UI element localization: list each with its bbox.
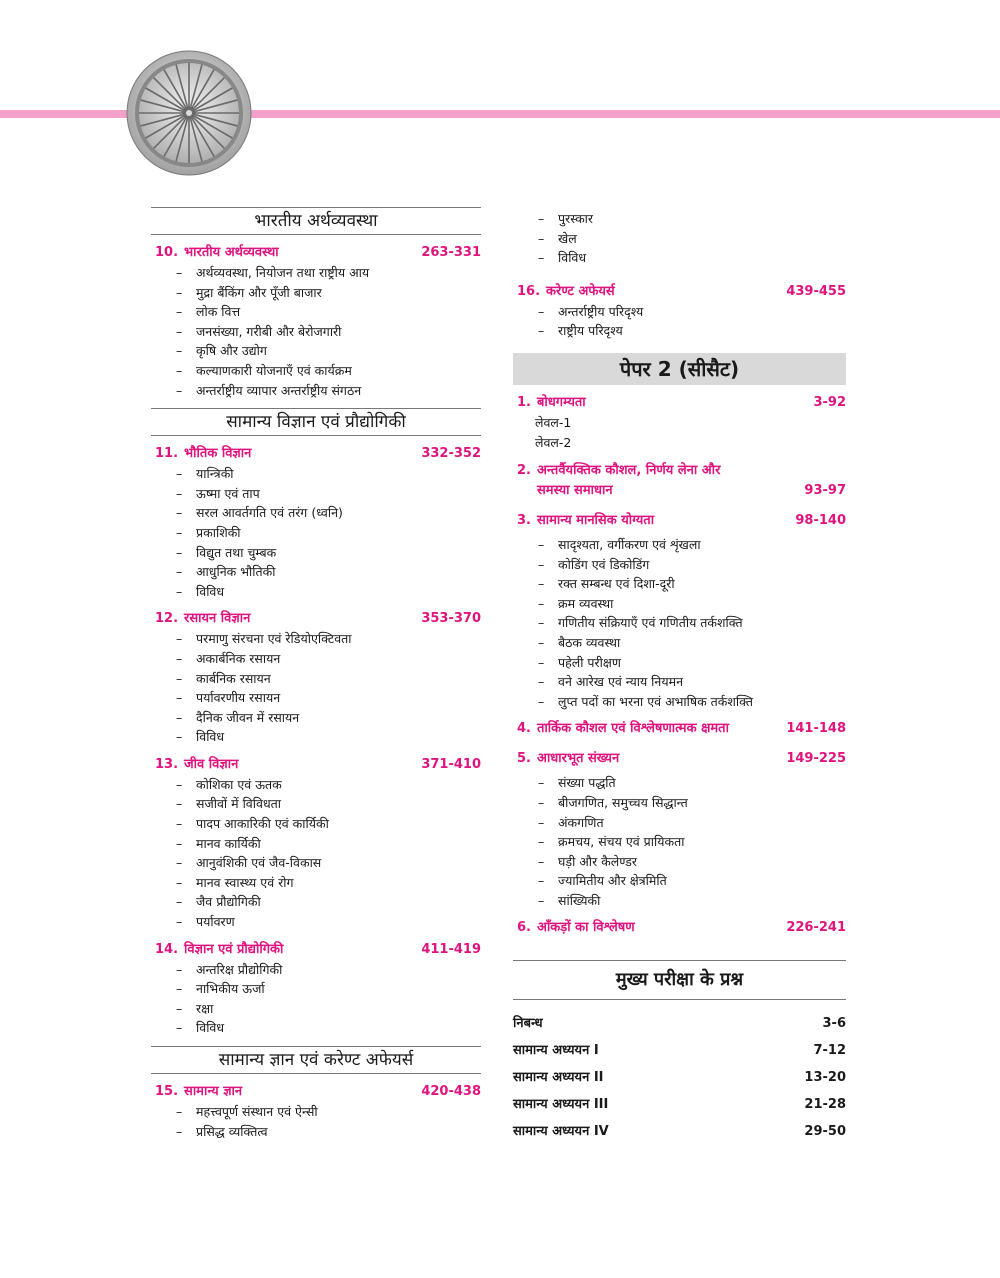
sublist-13 — [151, 775, 481, 932]
mains-row[interactable]: निबन्ध 3-6 — [513, 1016, 846, 1032]
sub-topic — [151, 381, 481, 401]
dash-bullet: – — [176, 961, 183, 977]
dash-bullet: – — [538, 323, 545, 339]
sub-topic-label: कोडिंग एवं डिकोडिंग — [558, 556, 650, 572]
sub-topic-label: पर्यावरणीय रसायन — [196, 690, 281, 706]
dash-bullet: – — [538, 794, 545, 810]
sub-topic-label: लोक वित्त — [196, 304, 241, 320]
sub-topic-label: पहेली परीक्षण — [558, 654, 621, 670]
dash-bullet: – — [176, 564, 183, 580]
toc-entry-p6[interactable]: 6. आँकड़ों का विश्लेषण 226-241 — [517, 920, 846, 936]
toc-entry-p5[interactable]: 5. आधारभूत संख्यन 149-225 — [517, 751, 846, 767]
dash-bullet: – — [538, 634, 545, 650]
sub-topic — [151, 794, 481, 814]
mains-row[interactable]: सामान्य अध्ययन I 7-12 — [513, 1043, 846, 1059]
sub-topic-label: सादृश्यता, वर्गीकरण एवं शृंखला — [558, 536, 701, 552]
left-column — [151, 207, 481, 1149]
dash-bullet: – — [538, 873, 545, 889]
dash-bullet: – — [538, 693, 545, 709]
sub-topic-label: रक्षा — [196, 1000, 214, 1016]
sublist-10 — [151, 263, 481, 400]
sublist-p3 — [513, 535, 846, 711]
sub-topic-label: संख्या पद्धति — [558, 775, 616, 791]
dash-bullet: – — [176, 323, 183, 339]
sub-topic-label: महत्त्वपूर्ण संस्थान एवं ऐन्सी — [196, 1104, 318, 1119]
sub-topic — [513, 321, 846, 341]
dash-bullet: – — [176, 265, 183, 280]
sublist-14 — [151, 960, 481, 1038]
sub-topic-label: कार्बनिक रसायन — [196, 670, 271, 686]
sub-topic-label: अंकगणित — [558, 814, 604, 830]
sub-topic — [151, 361, 481, 381]
dash-bullet: – — [538, 674, 545, 690]
sub-topic-label: गणितीय संक्रियाएँ एवं गणितीय तर्कशक्ति — [558, 615, 743, 631]
sub-topic — [513, 813, 846, 833]
sub-topic — [151, 523, 481, 543]
sub-topic-label: यान्त्रिकी — [196, 466, 234, 482]
sub-topic-label: विविध — [196, 1020, 225, 1036]
dash-bullet: – — [538, 814, 545, 830]
mains-row[interactable]: सामान्य अध्ययन IV 29-50 — [513, 1124, 846, 1140]
ashoka-chakra-icon — [126, 50, 252, 176]
sub-topic — [513, 535, 846, 555]
level-2: लेवल-2 — [535, 434, 572, 450]
dash-bullet: – — [176, 796, 183, 812]
sub-topic — [513, 302, 846, 322]
dash-bullet: – — [538, 250, 545, 266]
sub-topic — [513, 248, 846, 268]
sub-topic-label: परमाणु संरचना एवं रेडियोएक्टिवता — [196, 631, 352, 647]
dash-bullet: – — [176, 670, 183, 686]
sub-topic-label: कृषि और उद्योग — [196, 343, 267, 359]
toc-entry-p1[interactable]: 1. बोधगम्यता 3-92 — [517, 394, 846, 410]
sub-topic-label: राष्ट्रीय परिदृश्य — [558, 323, 623, 339]
sub-topic — [151, 873, 481, 893]
dash-bullet: – — [176, 1000, 183, 1016]
toc-entry-14[interactable]: 14. विज्ञान एवं प्रौद्योगिकी 411-419 — [155, 941, 481, 957]
sub-topic-label: पर्यावरण — [196, 914, 235, 930]
sub-topic-label: जनसंख्या, गरीबी और बेरोजगारी — [196, 323, 342, 339]
sub-topic — [151, 999, 481, 1019]
sub-topic-label: विविध — [196, 729, 225, 745]
dash-bullet: – — [176, 894, 183, 910]
sub-topic — [513, 871, 846, 891]
section-heading-gk: सामान्य ज्ञान एवं करेण्ट अफेयर्स — [151, 1046, 481, 1074]
sublist-15 — [151, 1102, 481, 1141]
dash-bullet: – — [176, 835, 183, 851]
sub-topic-label: पादप आकारिकी एवं कार्यिकी — [196, 816, 329, 832]
sub-topic — [151, 814, 481, 834]
toc-entry-p4[interactable]: 4. तार्किक कौशल एवं विश्लेषणात्मक क्षमता 141-148 — [517, 721, 846, 737]
sub-topic-label: लुप्त पदों का भरना एवं अभाषिक तर्कशक्ति — [558, 693, 753, 709]
dash-bullet: – — [538, 834, 545, 850]
toc-entry-15[interactable]: 15. सामान्य ज्ञान 420-438 — [155, 1084, 481, 1099]
sub-topic-label: सजीवों में विविधता — [196, 796, 281, 812]
sub-topic-label: बीजगणित, समुच्चय सिद्धान्त — [558, 794, 688, 810]
dash-bullet: – — [176, 729, 183, 745]
toc-entry-p3[interactable]: 3. सामान्य मानसिक योग्यता 98-140 — [517, 512, 846, 528]
sub-topic — [513, 633, 846, 653]
sub-topic — [151, 322, 481, 342]
dash-bullet: – — [176, 816, 183, 832]
sub-topic-label: प्रसिद्ध व्यक्तित्व — [196, 1123, 268, 1139]
dash-bullet: – — [176, 304, 183, 320]
dash-bullet: – — [176, 709, 183, 725]
dash-bullet: – — [176, 650, 183, 666]
sub-topic — [151, 853, 481, 873]
sub-topic — [151, 892, 481, 912]
sub-topic — [151, 1102, 481, 1122]
sub-topic — [151, 283, 481, 303]
sub-topic — [151, 649, 481, 669]
dash-bullet: – — [538, 654, 545, 670]
sub-topic-label: नाभिकीय ऊर्जा — [196, 981, 265, 997]
toc-entry-11[interactable]: 11. भौतिक विज्ञान 332-352 — [155, 446, 481, 462]
sublist-11 — [151, 464, 481, 601]
dash-bullet: – — [176, 524, 183, 540]
sub-topic — [513, 773, 846, 793]
sublist-p5 — [513, 773, 846, 910]
sub-topic — [513, 229, 846, 249]
dash-bullet: – — [538, 303, 545, 319]
sub-topic — [151, 688, 481, 708]
sub-topic — [151, 912, 481, 932]
dash-bullet: – — [538, 536, 545, 552]
section-heading-economy: भारतीय अर्थव्यवस्था — [151, 207, 481, 235]
sub-topic — [151, 582, 481, 602]
dash-bullet: – — [176, 466, 183, 482]
sub-topic — [513, 555, 846, 575]
sub-topic — [151, 543, 481, 563]
dash-bullet: – — [176, 505, 183, 521]
sub-topic-label: विविध — [196, 583, 225, 599]
sub-topic-label: घड़ी और कैलेण्डर — [558, 853, 637, 869]
sublist-15-continued — [513, 209, 846, 268]
sub-topic — [151, 960, 481, 980]
dash-bullet: – — [176, 1020, 183, 1036]
mains-row[interactable]: सामान्य अध्ययन III 21-28 — [513, 1097, 846, 1113]
sub-topic-label: वने आरेख एवं न्याय नियमन — [558, 674, 684, 690]
sub-topic — [513, 209, 846, 229]
sub-topic-label: ज्यामितीय और क्षेत्रमिति — [558, 873, 667, 889]
sub-topic-label: दैनिक जीवन में रसायन — [196, 709, 300, 725]
dash-bullet: – — [176, 1123, 183, 1139]
dash-bullet: – — [538, 576, 545, 592]
sub-topic — [151, 669, 481, 689]
sub-topic — [513, 672, 846, 692]
dash-bullet: – — [176, 284, 183, 300]
sub-topic-label: सरल आवर्तगति एवं तरंग (ध्वनि) — [196, 505, 343, 521]
dash-bullet: – — [176, 1104, 183, 1119]
section-heading-science: सामान्य विज्ञान एवं प्रौद्योगिकी — [151, 408, 481, 436]
sub-topic — [151, 263, 481, 283]
sub-topic — [151, 1122, 481, 1142]
section-heading-paper2: पेपर 2 (सीसैट) — [513, 353, 846, 385]
dash-bullet: – — [176, 485, 183, 501]
dash-bullet: – — [176, 914, 183, 930]
sub-topic — [513, 891, 846, 911]
sub-topic — [151, 708, 481, 728]
sub-topic-label: रक्त सम्बन्ध एवं दिशा-दूरी — [558, 576, 675, 592]
dash-bullet: – — [176, 343, 183, 359]
sub-topic — [151, 1018, 481, 1038]
sub-topic — [151, 629, 481, 649]
sub-topic — [151, 562, 481, 582]
sub-topic-label: आधुनिक भौतिकी — [196, 564, 276, 580]
dash-bullet: – — [176, 583, 183, 599]
sub-topic — [513, 832, 846, 852]
dash-bullet: – — [538, 230, 545, 246]
toc-entry-13[interactable]: 13. जीव विज्ञान 371-410 — [155, 756, 481, 772]
dash-bullet: – — [538, 556, 545, 572]
section-heading-mains: मुख्य परीक्षा के प्रश्न — [513, 960, 846, 1000]
sub-topic-label: अन्तर्राष्ट्रीय परिदृश्य — [558, 303, 644, 319]
sub-topic-label: अकार्बनिक रसायन — [196, 650, 281, 666]
sub-topic — [513, 793, 846, 813]
sublist-16 — [513, 302, 846, 341]
sub-topic-label: ऊष्मा एवं ताप — [196, 485, 260, 501]
sub-topic-label: अन्तर्राष्ट्रीय व्यापार अन्तर्राष्ट्रीय संगठन — [196, 382, 362, 398]
mains-row[interactable]: सामान्य अध्ययन II 13-20 — [513, 1070, 846, 1086]
sublist-12 — [151, 629, 481, 747]
sub-topic — [151, 341, 481, 361]
dash-bullet: – — [538, 595, 545, 611]
sub-topic-label: पुरस्कार — [558, 211, 594, 226]
sub-topic — [151, 503, 481, 523]
sub-topic — [151, 464, 481, 484]
sub-topic — [513, 692, 846, 712]
dash-bullet: – — [538, 853, 545, 869]
sub-topic — [513, 574, 846, 594]
sub-topic — [151, 834, 481, 854]
toc-entry-12[interactable]: 12. रसायन विज्ञान 353-370 — [155, 611, 481, 627]
toc-entry-p2[interactable]: 2. अन्तर्वैयक्तिक कौशल, निर्णय लेना और समस्या समाधान 93-97 — [517, 462, 846, 498]
toc-entry-16[interactable]: 16. करेण्ट अफेयर्स 439-455 — [517, 283, 846, 299]
dash-bullet: – — [176, 855, 183, 871]
dash-bullet: – — [176, 874, 183, 890]
sub-topic-label: बैठक व्यवस्था — [558, 634, 621, 650]
sub-topic-label: सांख्यिकी — [558, 892, 601, 908]
dash-bullet: – — [538, 615, 545, 631]
sub-topic-label: क्रम व्यवस्था — [558, 595, 614, 611]
sub-topic-label: मानव कार्यिकी — [196, 835, 261, 851]
sub-topic-label: मानव स्वास्थ्य एवं रोग — [196, 874, 294, 890]
sub-topic-label: कल्याणकारी योजनाएँ एवं कार्यक्रम — [196, 362, 352, 378]
dash-bullet: – — [176, 631, 183, 647]
sub-topic — [151, 727, 481, 747]
sub-topic-label: अन्तरिक्ष प्रौद्योगिकी — [196, 961, 283, 977]
sub-topic — [513, 613, 846, 633]
sub-topic-label: मुद्रा बैंकिंग और पूँजी बाजार — [196, 284, 322, 300]
dash-bullet: – — [176, 690, 183, 706]
sub-topic — [151, 775, 481, 795]
dash-bullet: – — [176, 362, 183, 378]
sub-topic-label: प्रकाशिकी — [196, 524, 241, 540]
mains-list — [513, 1010, 846, 1145]
sub-topic-label: क्रमचय, संचय एवं प्रायिकता — [558, 834, 685, 850]
dash-bullet: – — [538, 892, 545, 908]
dash-bullet: – — [176, 544, 183, 560]
dash-bullet: – — [538, 211, 545, 226]
sub-topic — [513, 594, 846, 614]
sub-topic — [151, 979, 481, 999]
level-1: लेवल-1 — [535, 414, 572, 430]
dash-bullet: – — [176, 382, 183, 398]
dash-bullet: – — [538, 775, 545, 791]
right-column — [513, 207, 846, 1145]
sub-topic-label: विद्युत तथा चुम्बक — [196, 544, 277, 560]
dash-bullet: – — [176, 981, 183, 997]
toc-entry-10[interactable]: 10. भारतीय अर्थव्यवस्था 263-331 — [155, 245, 481, 260]
sub-topic-label: विविध — [558, 250, 587, 266]
sub-topic-label: खेल — [558, 230, 577, 246]
sub-topic-label: कोशिका एवं ऊतक — [196, 776, 282, 792]
sub-topic-label: आनुवंशिकी एवं जैव-विकास — [196, 855, 322, 871]
sub-topic-label: अर्थव्यवस्था, नियोजन तथा राष्ट्रीय आय — [196, 265, 370, 280]
sub-topic — [151, 302, 481, 322]
dash-bullet: – — [176, 776, 183, 792]
sub-topic — [513, 653, 846, 673]
sub-topic — [513, 852, 846, 872]
sub-topic-label: जैव प्रौद्योगिकी — [196, 894, 261, 910]
sub-topic — [151, 484, 481, 504]
